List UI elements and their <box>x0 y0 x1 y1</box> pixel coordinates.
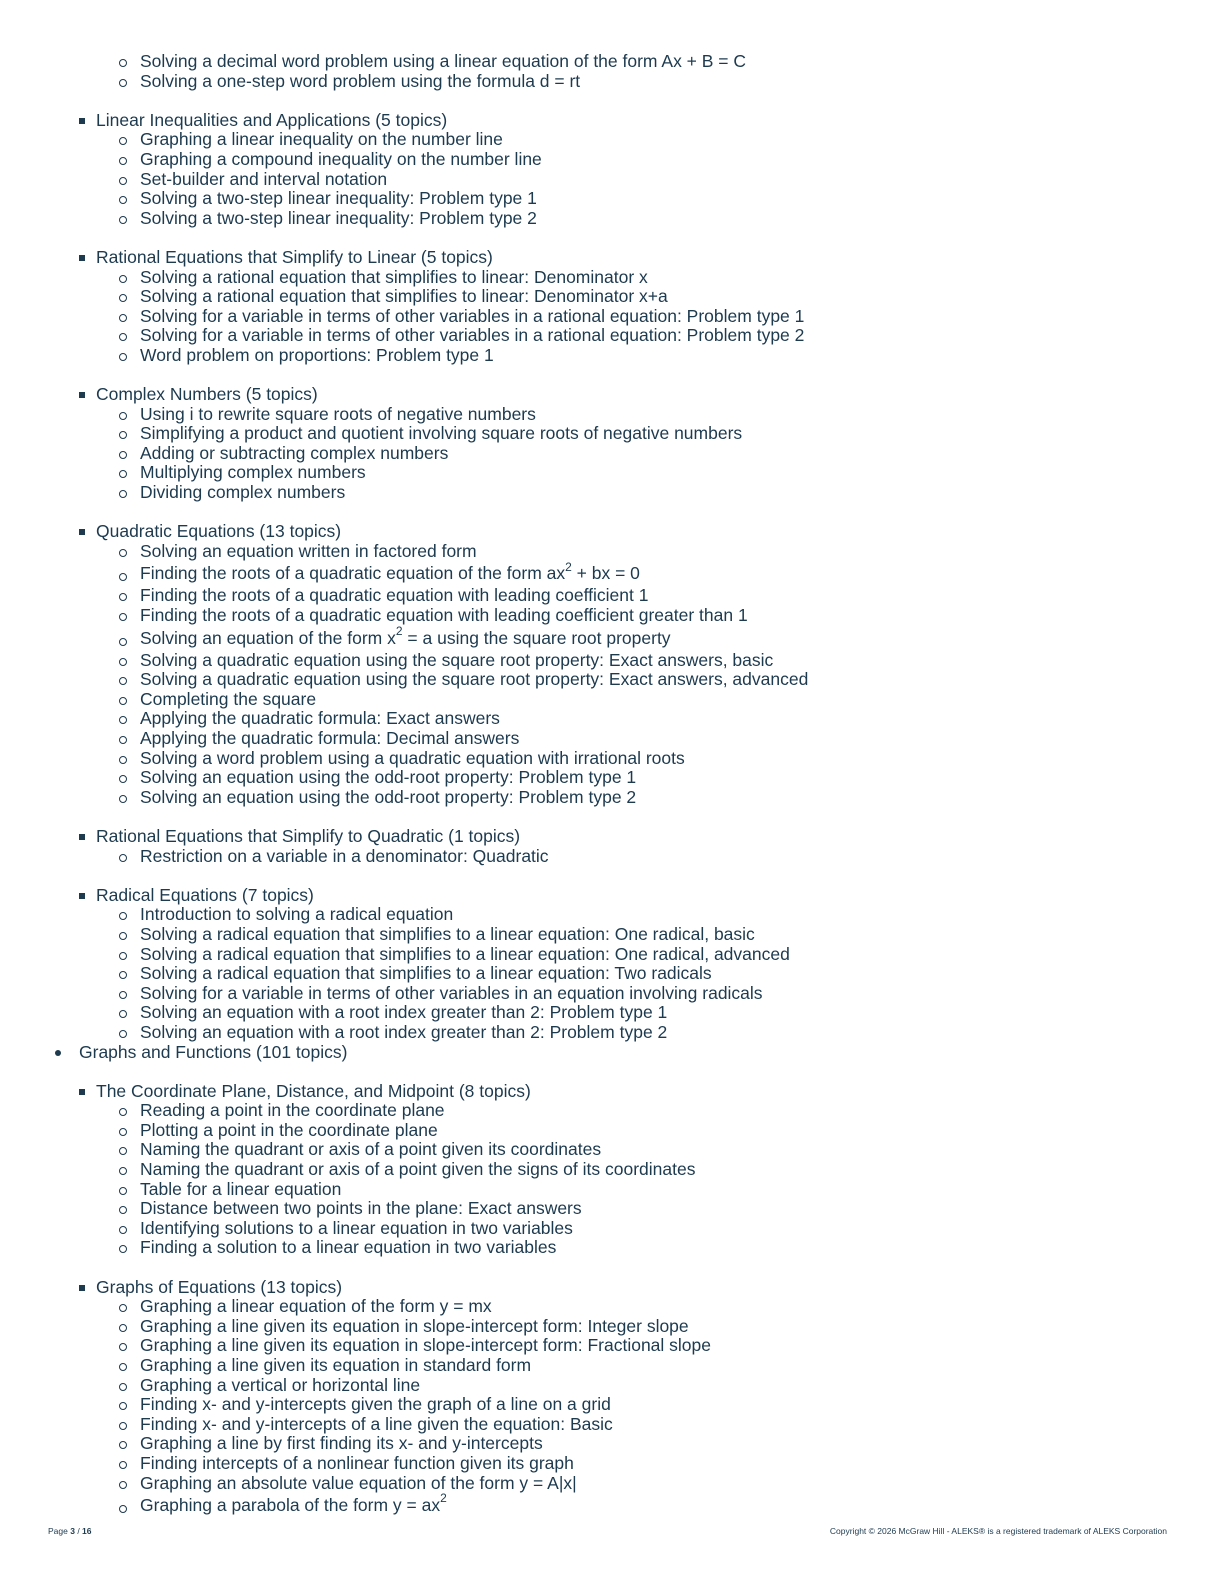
topic-item: Solving a quadratic equation using the square root property: Exact answers, basic <box>0 651 1224 671</box>
document-body <box>0 52 1224 1518</box>
section-title: Radical Equations (7 topics) <box>96 884 314 905</box>
topic-item: Solving an equation with a root index greater than 2: Problem type 2 <box>0 1023 1224 1043</box>
topic-item: Solving a rational equation that simplifies to linear: Denominator x+a <box>0 287 1224 307</box>
topic-item: Set-builder and interval notation <box>0 170 1224 190</box>
topic-item: Distance between two points in the plane: Exact answers <box>0 1199 1224 1219</box>
topic-item: Restriction on a variable in a denominator: Quadratic <box>0 847 1224 867</box>
topic-item: Solving a two-step linear inequality: Problem type 1 <box>0 189 1224 209</box>
topic-item: Solving a word problem using a quadratic equation with irrational roots <box>0 749 1224 769</box>
topic-item: Reading a point in the coordinate plane <box>0 1101 1224 1121</box>
topic-list <box>0 905 1224 1042</box>
section-radical-equations <box>0 886 1224 906</box>
section-list <box>0 111 1224 131</box>
topic-item: Finding the roots of a quadratic equation of the form $ax^2$ + bx = 0 <box>0 561 1224 586</box>
section-quadratic-equations <box>0 522 1224 542</box>
topic-item: Graphing a vertical or horizontal line <box>0 1376 1224 1396</box>
topic-item: Solving a quadratic equation using the square root property: Exact answers, advanced <box>0 670 1224 690</box>
section-title: Rational Equations that Simplify to Quadratic (1 topics) <box>96 825 521 846</box>
topic-item: Naming the quadrant or axis of a point given its coordinates <box>0 1140 1224 1160</box>
topic-item: Solving a two-step linear inequality: Problem type 2 <box>0 209 1224 229</box>
section-title: Linear Inequalities and Applications (5 topics) <box>96 109 448 130</box>
topic-item: Graphing a linear inequality on the number line <box>0 130 1224 150</box>
topic-item: Solving for a variable in terms of other variables in a rational equation: Problem type 1 <box>0 307 1224 327</box>
section-linear-inequalities <box>0 111 1224 131</box>
topic-item: Using i to rewrite square roots of negative numbers <box>0 405 1224 425</box>
chapter-graphs-functions <box>0 1043 1224 1063</box>
topic-item: Solving an equation written in factored form <box>0 542 1224 562</box>
topic-item: Solving a radical equation that simplifies to a linear equation: One radical, basic <box>0 925 1224 945</box>
topic-item: Applying the quadratic formula: Exact answers <box>0 709 1224 729</box>
topic-item: Solving a radical equation that simplifies to a linear equation: One radical, advanced <box>0 945 1224 965</box>
topic-item: Multiplying complex numbers <box>0 463 1224 483</box>
topic-item: Solving a radical equation that simplifies to a linear equation: Two radicals <box>0 964 1224 984</box>
topic-item: Graphing a line by first finding its x- and y-intercepts <box>0 1434 1224 1454</box>
topic-list <box>0 542 1224 808</box>
topic-list <box>0 847 1224 867</box>
topic-item: Solving for a variable in terms of other variables in a rational equation: Problem type 2 <box>0 326 1224 346</box>
topic-item: Graphing a line given its equation in slope-intercept form: Fractional slope <box>0 1336 1224 1356</box>
topic-item: Graphing a compound inequality on the number line <box>0 150 1224 170</box>
topic-list <box>0 405 1224 503</box>
chapter-title: Graphs and Functions (101 topics) <box>79 1041 348 1062</box>
topic-item: Solving a decimal word problem using a linear equation of the form Ax + B = C <box>0 52 1224 72</box>
topic-item: Graphing an absolute value equation of the form y = A|x| <box>0 1474 1224 1494</box>
topic-item: Graphing a line given its equation in standard form <box>0 1356 1224 1376</box>
section-rational-linear <box>0 248 1224 268</box>
topic-item: Word problem on proportions: Problem type 1 <box>0 346 1224 366</box>
section-rational-quadratic <box>0 827 1224 847</box>
topic-item: Solving an equation of the form $x^2 = a$ using the square root property <box>0 626 1224 651</box>
topic-item: Completing the square <box>0 690 1224 710</box>
topic-list <box>0 1101 1224 1258</box>
topic-item: Naming the quadrant or axis of a point given the signs of its coordinates <box>0 1160 1224 1180</box>
continued-topic-list <box>0 52 1224 91</box>
topic-item: Plotting a point in the coordinate plane <box>0 1121 1224 1141</box>
topic-item: Identifying solutions to a linear equation in two variables <box>0 1219 1224 1239</box>
topic-item: Solving an equation using the odd-root property: Problem type 2 <box>0 788 1224 808</box>
topic-list <box>0 130 1224 228</box>
topic-list <box>0 1297 1224 1518</box>
topic-item: Applying the quadratic formula: Decimal answers <box>0 729 1224 749</box>
topic-item: Finding the roots of a quadratic equation with leading coefficient greater than 1 <box>0 606 1224 626</box>
section-coordinate-plane <box>0 1082 1224 1102</box>
topic-item: Finding the roots of a quadratic equation with leading coefficient 1 <box>0 586 1224 606</box>
page-number: Page 3 / 16 <box>48 1526 92 1536</box>
topic-item: Table for a linear equation <box>0 1180 1224 1200</box>
section-title: The Coordinate Plane, Distance, and Midpoint (8 topics) <box>96 1080 531 1101</box>
topic-item: Solving for a variable in terms of other variables in an equation involving radicals <box>0 984 1224 1004</box>
page-footer <box>48 1526 1167 1538</box>
topic-item: Solving a rational equation that simplifies to linear: Denominator x <box>0 268 1224 288</box>
topic-item: Finding intercepts of a nonlinear function given its graph <box>0 1454 1224 1474</box>
topic-item: Dividing complex numbers <box>0 483 1224 503</box>
section-title: Complex Numbers (5 topics) <box>96 384 318 405</box>
section-title: Quadratic Equations (13 topics) <box>96 521 342 542</box>
topic-list <box>0 268 1224 366</box>
section-graphs-of-equations <box>0 1278 1224 1298</box>
topic-item: Solving a one-step word problem using the formula d = rt <box>0 72 1224 92</box>
topic-item: Adding or subtracting complex numbers <box>0 444 1224 464</box>
section-title: Rational Equations that Simplify to Linear (5 topics) <box>96 246 493 267</box>
topic-item: Solving an equation with a root index greater than 2: Problem type 1 <box>0 1003 1224 1023</box>
section-title: Graphs of Equations (13 topics) <box>96 1276 343 1297</box>
copyright-notice: Copyright © 2026 McGraw Hill - ALEKS® is a registered trademark of ALEKS Corporation <box>829 1526 1167 1536</box>
topic-item: Finding a solution to a linear equation in two variables <box>0 1238 1224 1258</box>
topic-item: Graphing a linear equation of the form y = mx <box>0 1297 1224 1317</box>
section-complex-numbers <box>0 385 1224 405</box>
topic-item: Simplifying a product and quotient involving square roots of negative numbers <box>0 424 1224 444</box>
topic-item: Graphing a parabola of the form $y = ax^2$ <box>0 1493 1224 1518</box>
topic-item: Finding x- and y-intercepts given the graph of a line on a grid <box>0 1395 1224 1415</box>
topic-item: Solving an equation using the odd-root property: Problem type 1 <box>0 768 1224 788</box>
topic-item: Introduction to solving a radical equation <box>0 905 1224 925</box>
topic-item: Finding x- and y-intercepts of a line given the equation: Basic <box>0 1415 1224 1435</box>
topic-item: Graphing a line given its equation in slope-intercept form: Integer slope <box>0 1317 1224 1337</box>
